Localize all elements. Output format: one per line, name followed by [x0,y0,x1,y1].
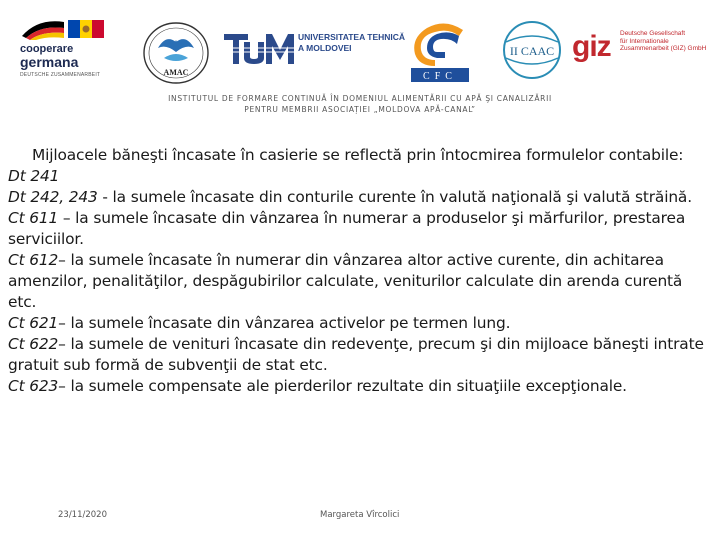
entry-code: Dt 241 [8,167,60,185]
intro-paragraph: Mijloacele băneşti încasate în casierie se reflectă prin întocmirea formulelor contabile: [32,146,684,164]
flags-icon [18,16,118,40]
cfc-mark-icon [405,20,475,84]
entry-text: – la sumele încasate din vânzarea în numerar a produselor şi mărfurilor, prestarea serviciilor. [8,209,686,248]
institute-header-line2: PENTRU MEMBRII ASOCIAȚIEI „MOLDOVA APĂ-CANAL” [244,105,476,114]
giz-logo [572,28,712,68]
amac-label: AMAC [163,68,189,77]
giz-text [620,30,706,53]
coop-line1: cooperare [20,43,74,55]
giz-line1: Deutsche Gesellschaft [620,30,686,37]
utm-line1: UNIVERSITATEA TEHNICĂ [298,32,406,42]
coop-line3: DEUTSCHE ZUSAMMENARBEIT [20,72,101,78]
entry-text: - la sumele încasate din conturile curente în valută naţională şi valută străină. [97,188,692,206]
entry-dt242 [8,187,712,208]
entry-text: – la sumele încasate în numerar din vânzarea altor active curente, din achitarea amenzilor, penalităţilor, despăgubirilor calculate, veniturilor calculate din arenda curentă etc. [8,251,683,311]
cfc-logo [405,20,475,84]
footer-author: Margareta Vîrcolici [320,510,400,520]
entry-code: Ct 621 [8,314,59,332]
iicaac-logo [500,20,564,80]
iicaac-mark-icon [500,20,564,80]
partner-logos [0,0,720,90]
entry-ct622 [8,334,712,376]
entry-code: Dt 242, 243 [8,188,98,206]
entry-text: – la sumele încasate din vânzarea activelor pe termen lung. [58,314,511,332]
giz-mark: giz [572,30,611,63]
giz-line3: Zusammenarbeit (GIZ) GmbH [620,45,707,53]
entry-dt241 [8,166,712,187]
entry-code: Ct 612 [8,251,59,269]
cfc-label: CFC [423,71,457,82]
utm-logo [222,28,422,68]
entry-text: – la sumele de venituri încasate din redevenţe, precum şi din mijloace băneşti intrate gratuit sub formă de subvenţii de stat etc. [8,335,704,374]
entry-code: Ct 623 [8,377,59,395]
entry-ct612 [8,250,712,313]
institute-header-line1: INSTITUTUL DE FORMARE CONTINUĂ ÎN DOMENIUL ALIMENTĂRII CU APĂ ŞI CANALIZĂRII [168,94,552,103]
entry-code: Ct 611 [8,209,59,227]
coop-line2: germana [20,54,79,70]
entry-ct621 [8,313,712,334]
entry-ct623 [8,376,712,397]
amac-emblem-icon [140,20,212,86]
footer-date: 23/11/2020 [58,510,107,520]
giz-line2: für Internationale [620,37,669,45]
cooperare-germana-logo [18,16,118,80]
iicaac-label: II CAAC [509,44,555,58]
utm-mark-icon [222,28,296,68]
entry-text: – la sumele compensate ale pierderilor rezultate din situaţiile excepţionale. [58,377,627,395]
slide-body [8,145,712,397]
giz-mark-icon [572,28,618,64]
amac-logo [140,20,212,86]
entry-ct611 [8,208,712,250]
entry-code: Ct 622 [8,335,59,353]
utm-name [298,32,405,54]
utm-line2: A MOLDOVEI [298,43,352,53]
